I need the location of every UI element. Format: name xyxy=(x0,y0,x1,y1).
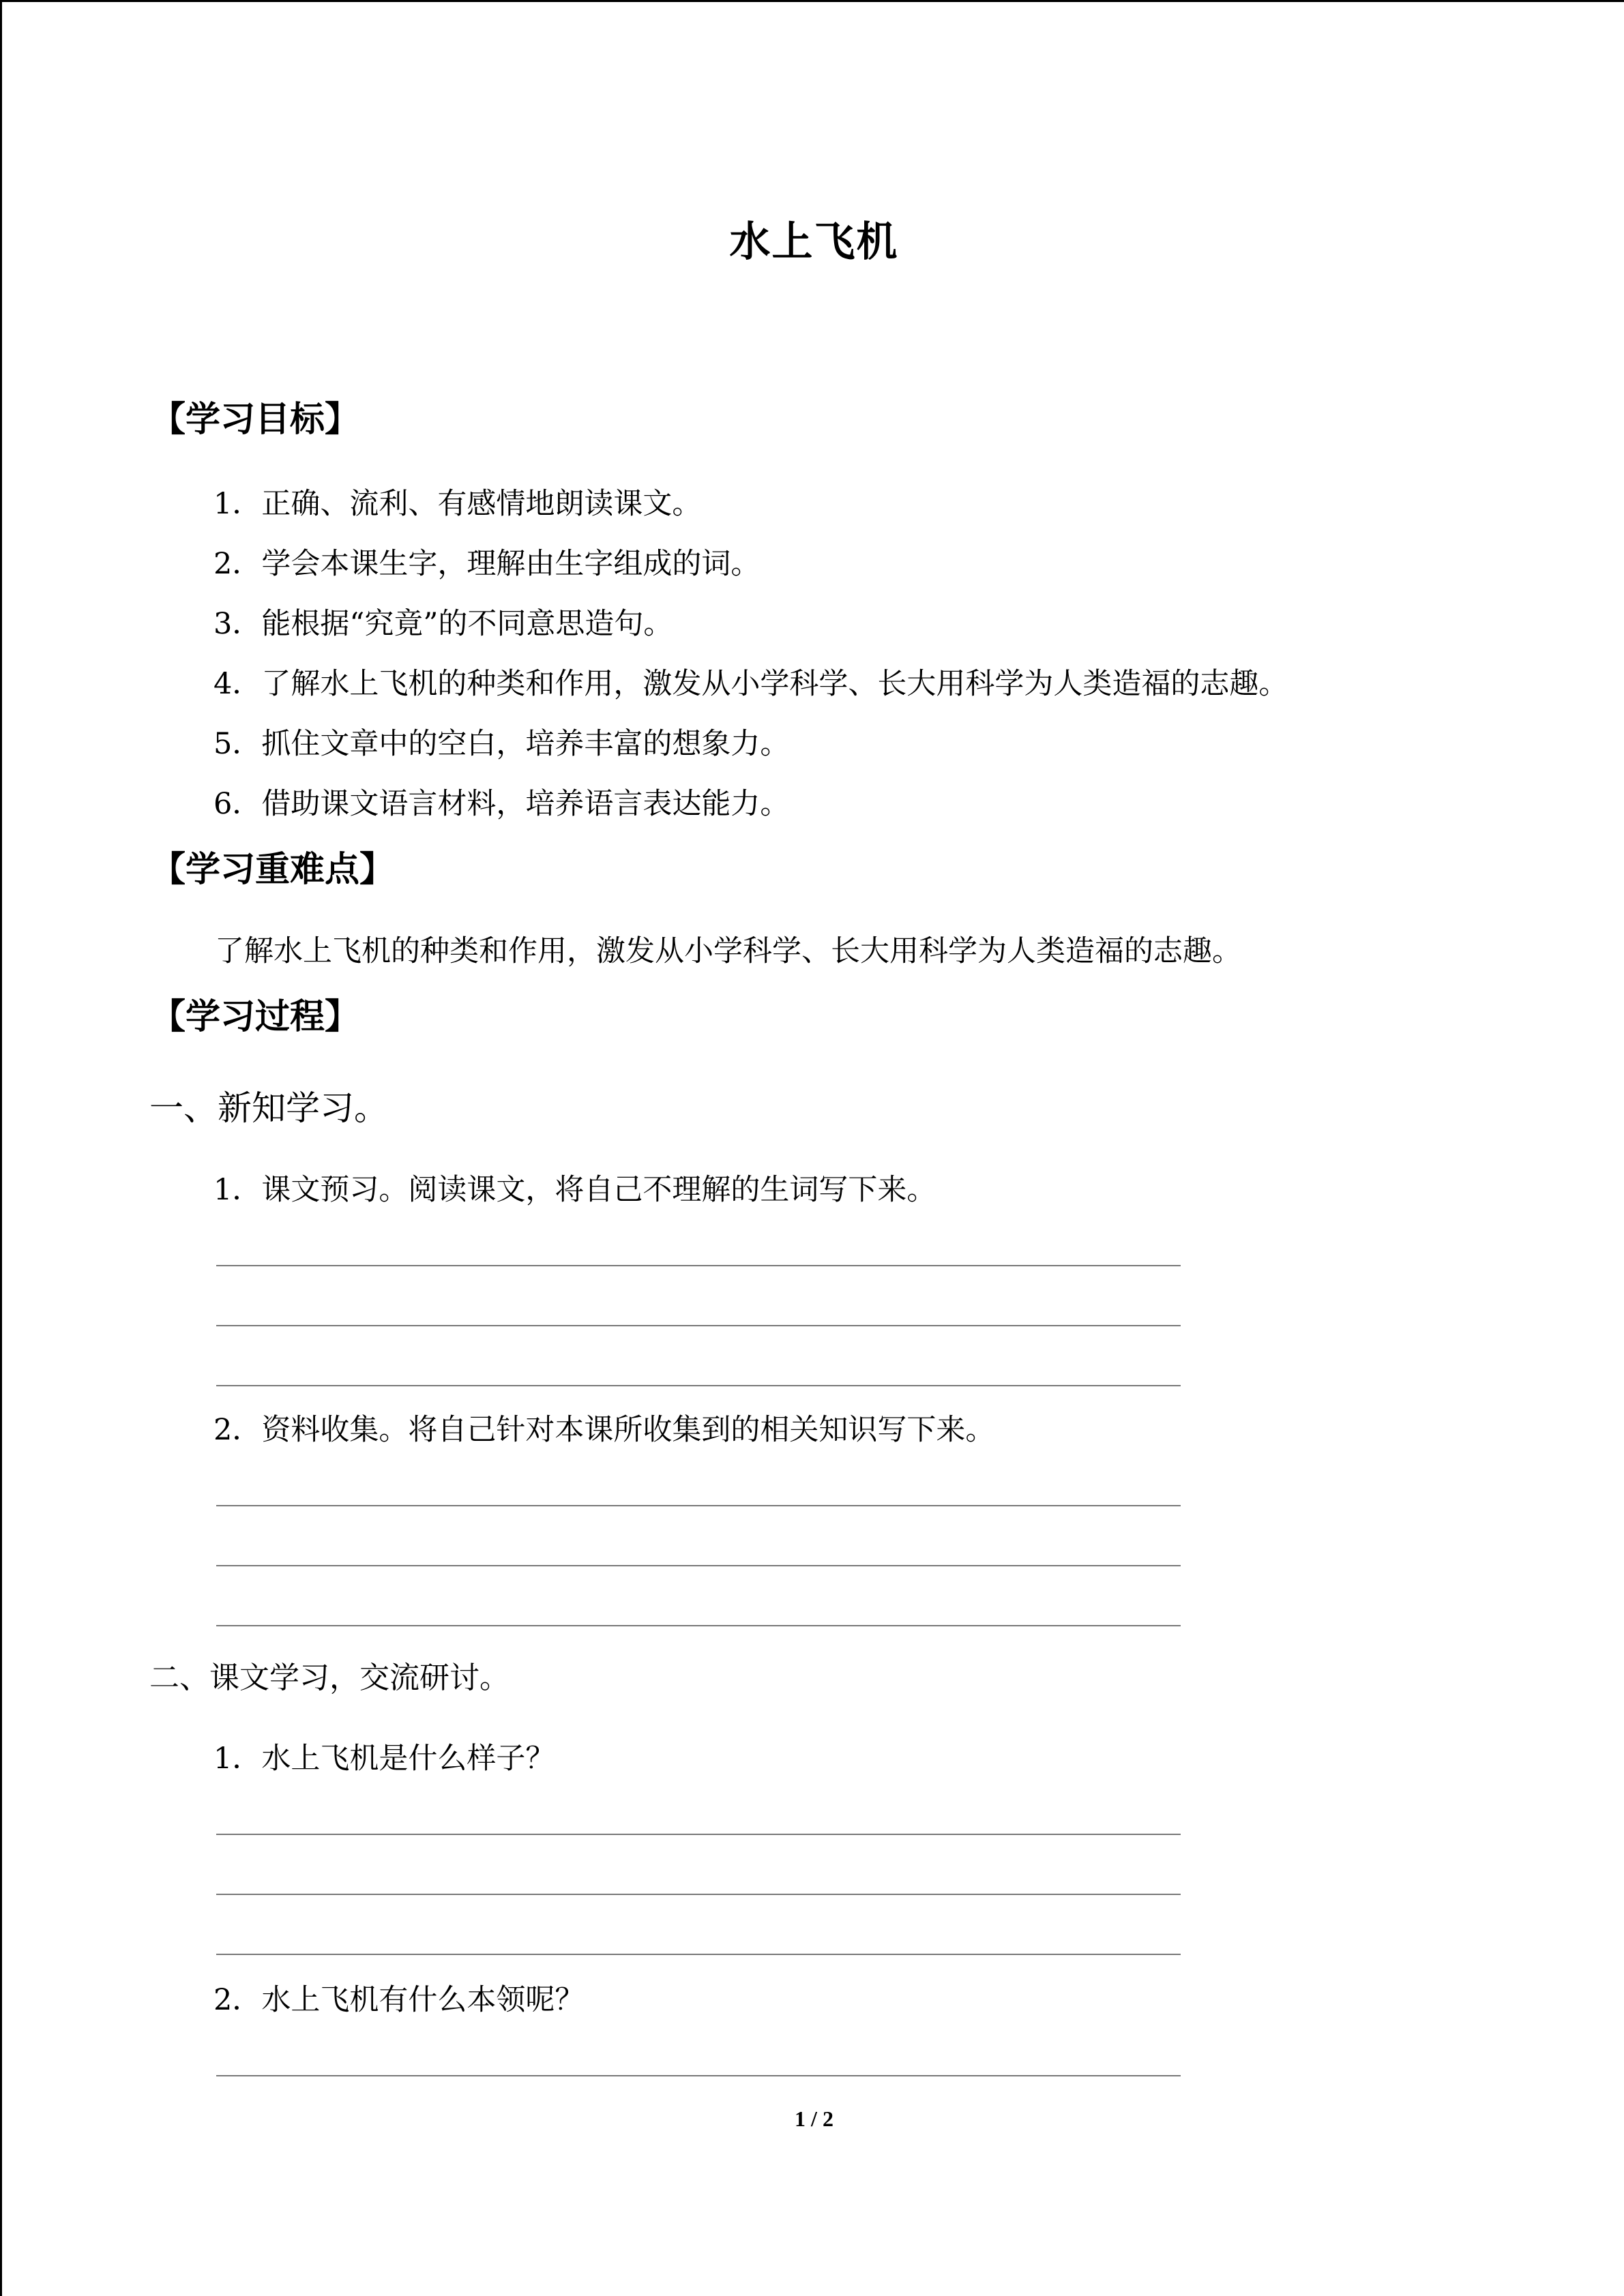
question-abilities: 2．水上飞机有什么本领呢？ xyxy=(213,1983,585,2017)
objective-item-2: 2．学会本课生字，理解由生字组成的词。 xyxy=(213,547,761,581)
answer-line[interactable] xyxy=(216,1834,1181,1835)
answer-line[interactable] xyxy=(216,1325,1181,1326)
question-appearance: 1．水上飞机是什么样子？ xyxy=(213,1742,555,1776)
part-two-title: 二、课文学习，交流研讨。 xyxy=(149,1660,510,1695)
objective-item-1: 1．正确、流利、有感情地朗读课文。 xyxy=(213,487,702,521)
page-title: 水上飞机 xyxy=(729,218,899,266)
page-number: 1 / 2 xyxy=(795,2106,833,2131)
objective-item-3: 3．能根据“究竟”的不同意思造句。 xyxy=(213,607,673,641)
answer-line[interactable] xyxy=(216,1894,1181,1895)
answer-line[interactable] xyxy=(216,2075,1181,2076)
key-points-heading: 【学习重难点】 xyxy=(151,850,395,890)
answer-line[interactable] xyxy=(216,1954,1181,1955)
answer-line[interactable] xyxy=(216,1385,1181,1386)
key-points-text: 了解水上飞机的种类和作用，激发从小学科学、长大用科学为人类造福的志趣。 xyxy=(215,934,1241,968)
answer-line[interactable] xyxy=(216,1625,1181,1626)
objective-item-5: 5．抓住文章中的空白，培养丰富的想象力。 xyxy=(213,727,790,761)
answer-line[interactable] xyxy=(216,1565,1181,1566)
objective-item-4: 4．了解水上飞机的种类和作用，激发从小学科学、长大用科学为人类造福的志趣。 xyxy=(213,667,1288,701)
objective-item-6: 6．借助课文语言材料，培养语言表达能力。 xyxy=(213,787,790,821)
question-materials: 2．资料收集。将自己针对本课所收集到的相关知识写下来。 xyxy=(213,1413,995,1447)
question-preview: 1．课文预习。阅读课文，将自己不理解的生词写下来。 xyxy=(213,1173,936,1207)
answer-line[interactable] xyxy=(216,1505,1181,1506)
objectives-heading: 【学习目标】 xyxy=(151,400,360,440)
answer-line[interactable] xyxy=(216,1265,1181,1266)
process-heading: 【学习过程】 xyxy=(151,997,360,1037)
part-one-title: 一、新知学习。 xyxy=(149,1088,388,1128)
